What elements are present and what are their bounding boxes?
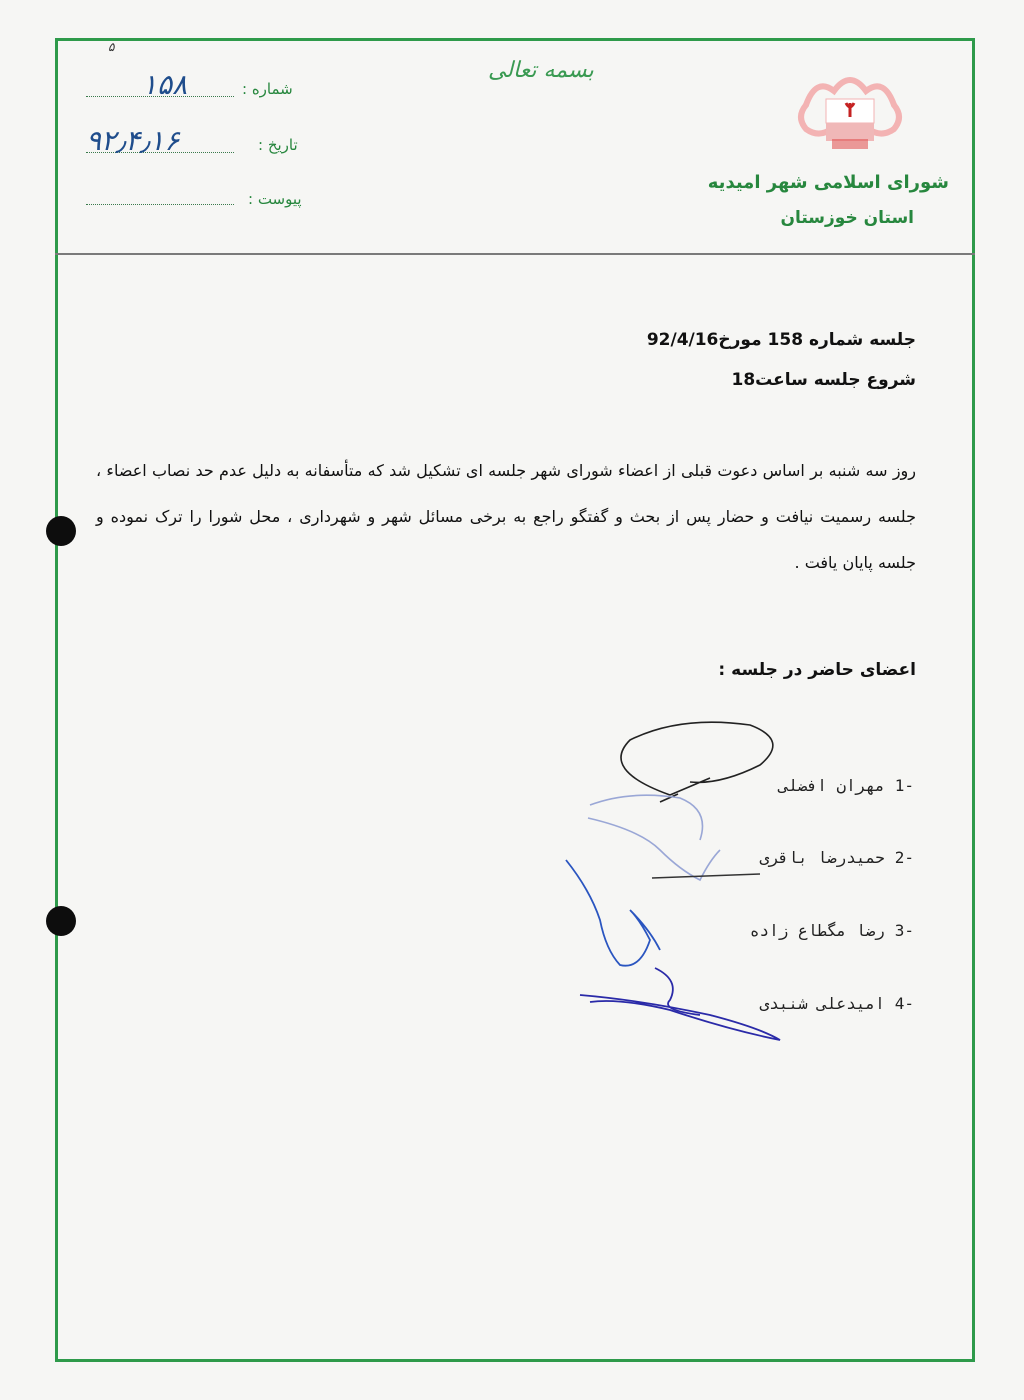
meeting-title: جلسه شماره 158 مورخ92/4/16 xyxy=(646,330,916,350)
date-label: تاریخ : xyxy=(258,136,298,154)
member-number: -2 xyxy=(894,848,914,867)
attendees-heading: اعضای حاضر در جلسه : xyxy=(718,660,916,680)
punch-hole-bottom xyxy=(46,906,76,936)
member-name: مهران افضلی xyxy=(778,776,885,795)
member-number: -1 xyxy=(894,776,914,795)
punch-hole-top xyxy=(46,516,76,546)
province-name: استان خوزستان xyxy=(780,208,914,228)
green-border-frame xyxy=(55,38,975,1362)
meeting-start-time: شروع جلسه ساعت18 xyxy=(731,370,916,390)
flag-emblem-logo xyxy=(790,65,910,155)
header-divider xyxy=(55,253,975,255)
member-name: حمیدرضا باقری xyxy=(759,848,885,867)
member-name: امیدعلی شنبدی xyxy=(759,994,885,1013)
meeting-minutes-paragraph: روز سه شنبه بر اساس دعوت قبلی از اعضاء شورای شهر جلسه ای تشکیل شد که متأسفانه به دلیل عدم حد نصاب اعضاء ، جلسه رسمیت نیافت و حضار پس از بحث و گفتگو راجع به برخی مسائل شهر و شهرداری ، محل شورا را ترک نموده و جلسه پایان یافت . xyxy=(96,461,916,572)
attachment-dotted-line xyxy=(86,204,234,205)
number-value-handwritten: ۱۵۸ xyxy=(142,68,188,101)
date-value-handwritten: ۹۲٫۴٫۱۶ xyxy=(86,124,180,157)
handwritten-signatures xyxy=(560,710,820,1060)
member-name: رضا مگطاع زاده xyxy=(749,921,885,940)
member-number: -3 xyxy=(894,921,914,940)
number-label: شماره : xyxy=(242,80,293,98)
attachment-label: پیوست : xyxy=(248,190,302,208)
corner-mark: ۵ xyxy=(108,40,115,54)
bismillah-heading: بسمه تعالی xyxy=(488,58,594,83)
member-number: -4 xyxy=(894,994,914,1013)
organization-name: شورای اسلامی شهر امیدیه xyxy=(707,172,949,193)
